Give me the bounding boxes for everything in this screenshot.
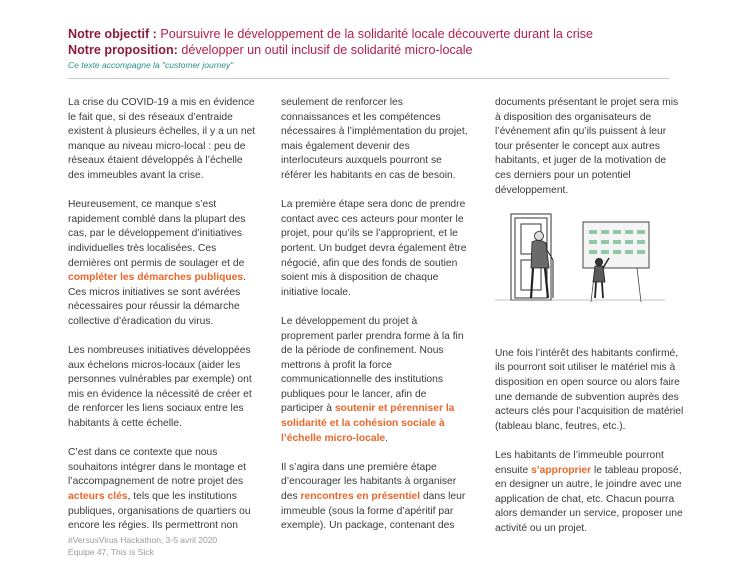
text-column-2 bbox=[281, 96, 471, 548]
objective-label: Notre objectif : bbox=[68, 27, 157, 41]
header-divider bbox=[68, 78, 670, 79]
paragraph: La première étape sera donc de prendre contact avec ces acteurs pour monter le projet, pour qu’ils se l’approprient, et le portent. Un budget devra également être négocié, afin que des fonds de soutien soient mis à disposition de chaque initiative locale. bbox=[281, 199, 467, 298]
text-column-1 bbox=[68, 96, 258, 548]
text: Le développement du projet à proprement parler prendra forme à la fin de la période de confinement. Nous mettrons à profit la force communicationnelle des institutions publiques pour le lancer, afin de participer à bbox=[281, 315, 464, 415]
paragraph bbox=[68, 446, 258, 534]
text: Les habitants de l’immeuble pourront ensuite bbox=[495, 449, 664, 476]
whiteboard-illustration-icon bbox=[495, 210, 665, 310]
highlight-text: compléter les démarches publiques bbox=[68, 272, 244, 284]
objective-line bbox=[68, 26, 668, 42]
paragraph: documents présentant le projet sera mis à disposition des organisateurs de l’événement afin qu’ils puissent à leur tour présenter le concept aux autres habitants, et juger de la motivation de ces derniers pour un potentiel développement. bbox=[495, 97, 679, 196]
page-footer bbox=[68, 535, 217, 558]
footer-event: #VersusVirus Hackathon, 3-5 avril 2020 bbox=[68, 535, 218, 545]
text: , tels que les institutions publiques, organisations de quartiers ou encore les régies. Ils permettront non bbox=[68, 491, 251, 532]
elderly-man-figure bbox=[531, 232, 553, 299]
highlight-text: acteurs clés bbox=[68, 491, 128, 503]
paragraph bbox=[281, 461, 471, 534]
text: le tableau proposé, en designer un autre, le joindre avec une application de chat, etc. Chacun pourra alors demander un service, proposer une activité ou un projet. bbox=[495, 464, 683, 534]
highlight-text: s’approprier bbox=[531, 464, 592, 476]
proposal-text: développer un outil inclusif de solidarité micro-locale bbox=[181, 43, 473, 57]
whiteboard bbox=[583, 222, 649, 302]
text: Heureusement, ce manque s’est rapidement comblé dans la plupart des cas, par le développement d’initiatives individuelles très localisées. Ces dernières ont permis de soulager et de bbox=[68, 199, 246, 269]
paragraph: seulement de renforcer les connaissances et les compétences nécessaires à l’implémentation du projet, mais également devenir des interlocuteurs auxquels pourront se référer les habitants en cas de besoin. bbox=[281, 97, 468, 181]
paragraph: Une fois l’intérêt des habitants confirmé, ils pourront soit utiliser le matériel mis à disposition en open source ou alors faire une demande de subvention auprès des acteurs clés pour l’acquisition de matériel (tableau blanc, feutres, etc.). bbox=[495, 347, 684, 432]
paragraph bbox=[281, 315, 471, 446]
page-header bbox=[68, 26, 668, 70]
highlight-text: rencontres en présentiel bbox=[300, 491, 421, 503]
customer-journey-note: Ce texte accompagne la "customer journey" bbox=[68, 60, 234, 70]
proposal-line bbox=[68, 42, 668, 58]
footer-team: Equipe 47, This is Sick bbox=[68, 546, 154, 557]
objective-text: Poursuivre le développement de la solidarité locale découverte durant la crise bbox=[160, 27, 593, 41]
text: Il s’agira dans une première étape d’encourager les habitants à organiser des bbox=[281, 461, 457, 503]
text: . Ces micros initiatives se sont avérées nécessaires pour réussir la démarche collective d’éradication du virus. bbox=[68, 272, 246, 327]
paragraph bbox=[495, 449, 685, 537]
paragraph: Les nombreuses initiatives développées aux échelons micros-locaux (aider les personnes vulnérables par exemple) ont mis en évidence la nécessité de créer et de renforcer les liens sociaux entre les habitants à cette échelle. bbox=[68, 345, 252, 430]
highlight-text: soutenir et pérenniser la solidarité et la cohésion sociale à l’échelle micro-locale bbox=[281, 403, 455, 444]
text: dans leur immeuble (sous la forme d’apéritif par exemple). Un package, contenant des bbox=[281, 491, 466, 532]
paragraph bbox=[68, 198, 258, 329]
proposal-label: Notre proposition: bbox=[68, 43, 178, 57]
text: C’est dans ce contexte que nous souhaitons intégrer dans le montage et l’accompagnement de notre projet des bbox=[68, 447, 247, 488]
text-column-3 bbox=[495, 96, 685, 551]
text: . bbox=[385, 432, 389, 444]
paragraph: La crise du COVID-19 a mis en évidence le fait que, si des réseaux d’entraide existent à plusieurs échelles, il y a un net manque au niveau micro-local : peu de réseaux étaient développés à l’échelle des immeubles avant la crise. bbox=[68, 97, 256, 181]
